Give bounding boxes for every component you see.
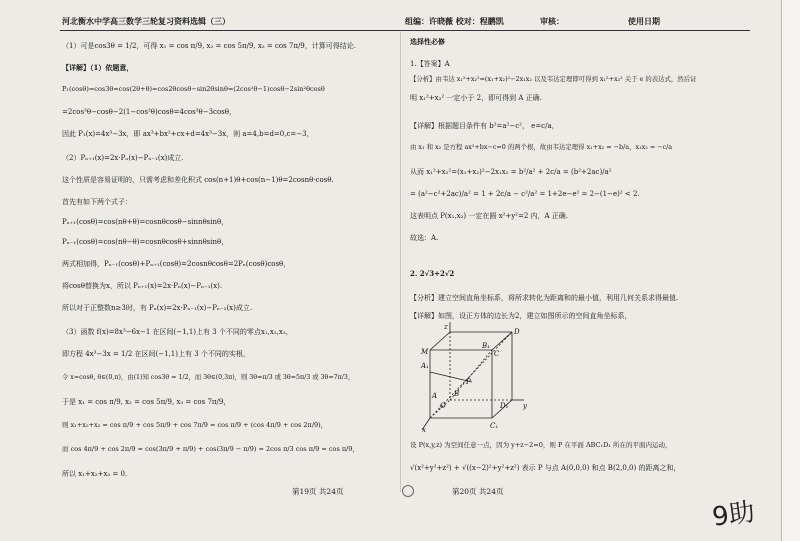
left-line: 所以 x₁+x₂+x₃ = 0. bbox=[62, 470, 128, 478]
right-line: 故选：A. bbox=[410, 234, 439, 242]
left-line: 这个性质是容易证明的，只需考虑和差化积式 cos(n+1)θ+cos(n−1)θ=2cosnθ·cosθ. bbox=[62, 176, 334, 184]
left-line: 而 cos 4π/9 + cos 2π/9 = cos(3π/9 + π/9) + cos(3π/9 − π/9) = 2cos π/3 cos π/9 = cos π/9， bbox=[62, 445, 359, 453]
right-line: 【分析】建立空间直角坐标系，将所求转化为距离和的最小值，利用几何关系求得最值. bbox=[410, 294, 679, 302]
right-line: 【详解】根据题目条件有 b²=a²−c²， e=c/a， bbox=[410, 122, 559, 130]
right-line: 明 x₁²+x₂² 一定小于 2，即可得到 A 正确. bbox=[410, 94, 542, 102]
label-z: z bbox=[444, 323, 448, 331]
left-line: 将cosθ替换为x，所以 Pₙ₊₁(x)=2x·Pₙ(x)−Pₙ₋₁(x). bbox=[62, 282, 223, 290]
label-P: P bbox=[466, 378, 471, 386]
left-line: （2）Pₙ₊₁(x)=2x·Pₙ(x)−Pₙ₋₁(x)成立. bbox=[62, 154, 184, 162]
left-line: Pₙ₋₁(cosθ)=cos(nθ−θ)=cosnθcosθ+sinnθsinθ， bbox=[62, 238, 229, 246]
left-line: 令 x=cosθ, θ∈(0,π)，由(1)知 cos3θ = 1/2，而 3θ∈(0,3π)，则 3θ=π/3 或 3θ=5π/3 或 3θ=7π/3， bbox=[62, 374, 355, 381]
footer-right: 第20页 共24页 bbox=[452, 487, 504, 496]
left-line: 首先有如下两个式子： bbox=[62, 198, 132, 206]
left-line: 即方程 4x³−3x = 1/2 在区间(−1,1)上有 3 个不同的实根， bbox=[62, 350, 250, 358]
answer-2: 2. 2√3+2√2 bbox=[410, 269, 455, 278]
right-line: 【分析】由韦达 x₁²+x₂²=(x₁+x₂)²−2x₁x₂ 以及韦达定理即可得到 x₁²+x₂² 关于 e 的表达式，然后证 bbox=[410, 75, 697, 83]
page-edge bbox=[781, 0, 800, 541]
label-B1: B₁ bbox=[482, 342, 490, 350]
right-line: √(x²+y²+z²) + √((x−2)²+y²+z²) 表示 P 与点 A(0,0,0) 和点 B(2,0,0) 的距离之和， bbox=[410, 464, 681, 472]
label-D1: D₁ bbox=[500, 402, 509, 410]
header-date: 使用日期 bbox=[628, 16, 660, 26]
left-line: =2cos³θ−cosθ−2(1−cos²θ)cosθ=4cos³θ−3cosθ， bbox=[62, 108, 236, 116]
binding-hole bbox=[402, 485, 414, 497]
label-C1: C₁ bbox=[490, 422, 499, 430]
left-line: P₁(cosθ)=cos3θ=cos(2θ+θ)=cos2θcosθ−sin2θsinθ=(2cos²θ−1)cosθ−2sin²θcosθ bbox=[62, 85, 325, 93]
label-B: B bbox=[454, 390, 460, 398]
label-C: C bbox=[494, 350, 500, 358]
right-line: = (a²−c²+2ac)/a² = 1 + 2c/a − c²/a² = 1+2e−e² = 2−(1−e)² < 2. bbox=[410, 190, 640, 198]
label-y: y bbox=[523, 402, 527, 410]
right-line: 1.【答案】A bbox=[410, 60, 450, 68]
header-rule bbox=[60, 30, 750, 31]
left-column bbox=[62, 38, 392, 488]
right-line: 从而 x₁²+x₂²=(x₁+x₂)²−2x₁x₂ = b²/a² + 2c/a = (b²+2ac)/a² bbox=[410, 168, 612, 176]
footer-left: 第19页 共24页 bbox=[292, 487, 344, 496]
label-x: x bbox=[422, 426, 426, 434]
right-line: 【详解】如图，设正方体的边长为2，建立如图所示的空间直角坐标系， bbox=[410, 312, 632, 320]
label-A: A bbox=[432, 392, 438, 400]
right-line: 设 P(x,y,z) 为空间任意一点，因为 y+z−2=0，则 P 在平面 ABC₁D₁ 所在的平面内运动， bbox=[410, 441, 672, 449]
left-line: （1）可是cos3θ = 1/2，可得 x₁ = cos π/9, x₂ = cos 5π/9, x₃ = cos 7π/9，计算可得结论. bbox=[62, 42, 356, 50]
label-D: D bbox=[514, 328, 520, 336]
label-M: M bbox=[421, 348, 429, 356]
header-review: 审核： bbox=[540, 16, 564, 26]
left-line: Pₙ₊₁(cosθ)=cos(nθ+θ)=cosnθcosθ−sinnθsinθ， bbox=[62, 218, 229, 226]
left-line: 所以对于正整数n≥3时，有 Pₙ(x)=2x·Pₙ₋₁(x)−Pₙ₋₂(x)成立. bbox=[62, 304, 253, 312]
page-divider bbox=[400, 32, 401, 492]
left-line: 于是 x₁ = cos π/9, x₂ = cos 5π/9, x₃ = cos 7π/9， bbox=[62, 398, 231, 406]
left-line: （3）函数 f(x)=8x³−6x−1 在区间(−1,1)上有 3 个不同的零点x₁,x₂,x₃， bbox=[62, 328, 293, 336]
left-line: 【详解】（1）依题意， bbox=[62, 63, 134, 72]
section-title: 选择性必修 bbox=[410, 37, 445, 46]
cube-figure bbox=[420, 322, 530, 434]
label-O: O bbox=[440, 402, 446, 410]
header-title: 河北衡水中学高三数学三轮复习资料选辑（三） bbox=[62, 16, 230, 26]
label-A1: A₁ bbox=[421, 362, 429, 370]
header-editor: 组编：许晓薇 校对：程鹏凯 bbox=[405, 16, 504, 26]
right-line: 这表明点 P(x₁,x₂) 一定在圆 x²+y²=2 内，A 正确. bbox=[410, 212, 569, 220]
left-line: 两式相加得，Pₙ₋₁(cosθ)+Pₙ₊₁(cosθ)=2cosnθcosθ=2Pₙ(cosθ)cosθ， bbox=[62, 260, 291, 268]
handwritten-mark: 9助 bbox=[710, 497, 757, 533]
right-line: 由 x₁ 和 x₂ 是方程 ax²+bx−c=0 的两个根，故由韦达定理得 x₁+x₂ = −b/a，x₁x₂ = −c/a bbox=[410, 143, 673, 151]
left-line: 则 x₁+x₂+x₃ = cos π/9 + cos 5π/9 + cos 7π/9 = cos π/9 + (cos 4π/9 + cos 2π/9)， bbox=[62, 421, 328, 429]
left-line: 因此 P₁(x)=4x³−3x，即 ax³+bx²+cx+d=4x³−3x，则 a=4,b=d=0,c=−3， bbox=[62, 130, 314, 138]
